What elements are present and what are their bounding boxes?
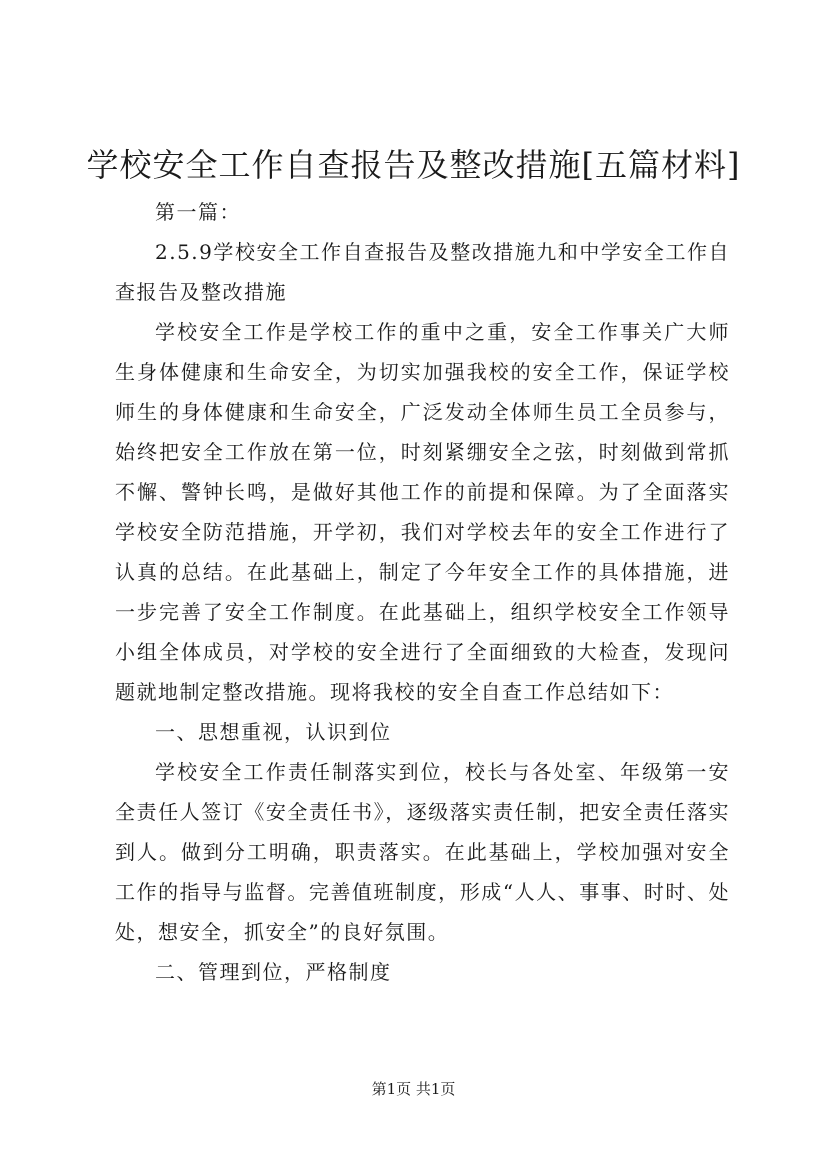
document-title: 学校安全工作自查报告及整改措施[五篇材料] bbox=[86, 146, 741, 184]
intro-paragraph: 学校安全工作是学校工作的重中之重，安全工作事关广大师生身体健康和生命安全，为切实加强我校的安全工作，保证学校师生的身体健康和生命安全，广泛发动全体师生员工全员参与，始终把安全工作放在第一位，时刻紧绷安全之弦，时刻做到常抓不懈、警钟长鸣，是做好其他工作的前提和保障。为了全面落实学校安全防范措施，开学初，我们对学校去年的安全工作进行了认真的总结。在此基础上，制定了今年安全工作的具体措施，进一步完善了安全工作制度。在此基础上，组织学校安全工作领导小组全体成员，对学校的安全进行了全面细致的大检查，发现问题就地制定整改措施。现将我校的安全自查工作总结如下： bbox=[115, 320, 730, 704]
section-heading-one: 一、思想重视，认识到位 bbox=[155, 720, 392, 744]
section-heading-two: 二、管理到位，严格制度 bbox=[155, 960, 392, 984]
document-body bbox=[115, 192, 730, 992]
article-subtitle: 2.5.9学校安全工作自查报告及整改措施九和中学安全工作自查报告及整改措施 bbox=[115, 240, 730, 304]
section-one-paragraph: 学校安全工作责任制落实到位，校长与各处室、年级第一安全责任人签订《安全责任书》，逐级落实责任制，把安全责任落实到人。做到分工明确，职责落实。在此基础上，学校加强对安全工作的指导与监督。完善值班制度，形成“人人、事事、时时、处处，想安全，抓安全”的良好氛围。 bbox=[115, 760, 730, 944]
page-footer: 第1页 共1页 bbox=[371, 1080, 456, 1098]
section-heading-first: 第一篇： bbox=[155, 200, 241, 224]
